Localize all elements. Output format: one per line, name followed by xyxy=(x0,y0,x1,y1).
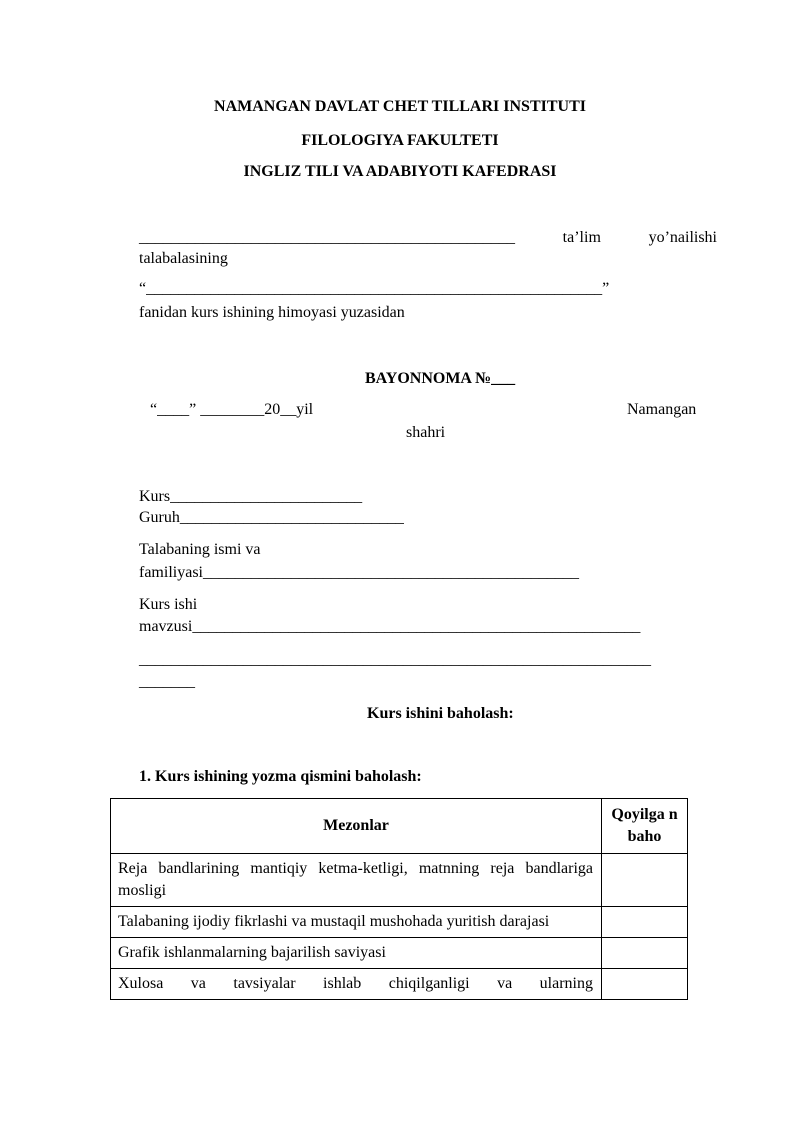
institute-name: NAMANGAN DAVLAT CHET TILLARI INSTITUTI xyxy=(214,98,586,115)
city-name: Namangan xyxy=(627,401,697,418)
topic-field-end: _______ xyxy=(139,673,195,690)
criterion-cell xyxy=(111,854,602,907)
course-field: Kurs________________________ xyxy=(139,488,363,505)
criterion-cell xyxy=(111,969,602,1000)
grade-cell[interactable] xyxy=(602,969,688,1000)
statement-title: BAYONNOMA №___ xyxy=(365,370,516,387)
subject-blank: “_________________________________________________________” xyxy=(139,280,610,297)
grade-cell[interactable] xyxy=(602,854,688,907)
criterion-text: Xulosa va tavsiyalar ishlab chiqilganligi va ularning xyxy=(118,975,593,992)
topic-field-continued: ________________________________________________________________ xyxy=(139,651,651,668)
direction-word-yonalishi: yo’nailishi xyxy=(648,229,717,246)
direction-blank: _______________________________________________ xyxy=(139,229,515,246)
students-of-label: talabalasining xyxy=(139,250,228,267)
criterion-text: Grafik ishlanmalarning bajarilish saviyasi xyxy=(118,944,386,961)
written-part-heading: 1. Kurs ishining yozma qismini baholash: xyxy=(139,768,422,785)
faculty-name: FILOLOGIYA FAKULTETI xyxy=(301,132,499,149)
table-header-row xyxy=(111,799,688,854)
criterion-text: Talabaning ijodiy fikrlashi va mustaqil mushohada yuritish darajasi xyxy=(118,913,550,930)
group-field: Guruh____________________________ xyxy=(139,509,404,526)
criteria-table xyxy=(110,798,688,1000)
department-name: INGLIZ TILI VA ADABIYOTI KAFEDRASI xyxy=(243,163,557,180)
assessment-title: Kurs ishini baholash: xyxy=(367,705,514,722)
student-name-label: Talabaning ismi va xyxy=(139,541,261,558)
student-name-field: familiyasi_______________________________________________ xyxy=(139,564,579,581)
topic-field: mavzusi________________________________________________________ xyxy=(139,618,641,635)
criterion-text: Reja bandlarining mantiqiy ketma-ketligi, matnning reja bandlariga mosligi xyxy=(118,860,593,899)
city-suffix: shahri xyxy=(406,424,446,441)
topic-label: Kurs ishi xyxy=(139,596,198,613)
direction-word-talim: ta’lim xyxy=(562,229,601,246)
criterion-cell xyxy=(111,907,602,938)
defense-subtitle: fanidan kurs ishining himoyasi yuzasidan xyxy=(139,304,405,321)
grade-column-header-label: Qoyilga n baho xyxy=(611,806,678,845)
date-line: “____” ________20__yil xyxy=(150,401,314,418)
grade-cell[interactable] xyxy=(602,907,688,938)
table-row xyxy=(111,907,688,938)
grade-cell[interactable] xyxy=(602,938,688,969)
table-row xyxy=(111,938,688,969)
table-row xyxy=(111,969,688,1000)
grade-column-header xyxy=(602,799,688,854)
table-row xyxy=(111,854,688,907)
criteria-column-header: Mezonlar xyxy=(111,799,602,854)
direction-line xyxy=(139,230,717,246)
criterion-cell xyxy=(111,938,602,969)
